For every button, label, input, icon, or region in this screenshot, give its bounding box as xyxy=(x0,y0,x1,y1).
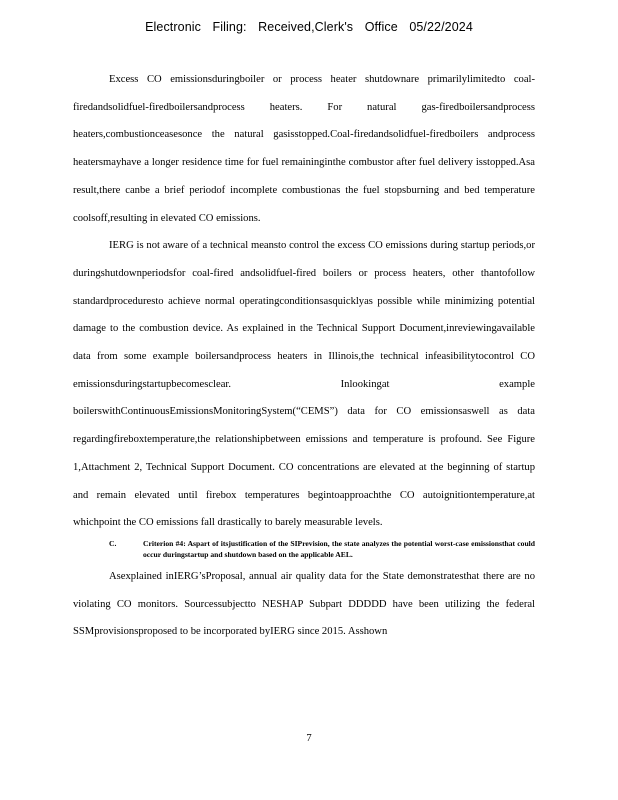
criterion-label: C. xyxy=(109,538,117,548)
criterion-4-item xyxy=(73,538,535,561)
document-body xyxy=(73,66,535,646)
paragraph-co-shutdown: Excess CO emissionsduringboiler or process heater shutdownare primarilylimitedto coal-firedandsolidfuel-firedboilersandprocess heaters. For natural gas-firedboilersandprocess heaters,combustionceasesonce the natural gasisstopped.Coal-firedandsolidfuel-firedboilers andprocess heatersmayhave a longer residence time for fuel remaininginthe combustor after fuel delivery isstopped.Asa result,there canbe a brief periodof incomplete combustionas the fuel stopsburning and bed temperature coolsoff,resulting in elevated CO emissions. xyxy=(73,74,535,224)
paragraph-ierg-control: IERG is not aware of a technical meansto control the excess CO emissions during startup periods,or duringshutdownperiodsfor coal-fired andsolidfuel-fired boilers or process heaters, other thantofollow standardproceduresto achieve normal operatingconditionsasquicklyas possible while minimizing potential damage to the combustion device. As explained in the Technical Support Document,inreviewingavailable data from some example boilersandprocess heaters in Illinois,the technical infeasibilitytocontrol CO emissionsduringstartupbecomesclear. Inlookingat example boilerswithContinuousEmissionsMonitoringSystem(“CEMS”) data for CO emissionsaswell as data regardingfireboxtemperature,the relationshipbetween emissions and temperature is profound. See Figure 1,Attachment 2, Technical Support Document. CO concentrations are elevated at the beginning of startup and remain elevated until firebox temperatures begintoapproachthe CO autoignitiontemperature,at whichpoint the CO emissions fall drastically to barely measurable levels. xyxy=(73,240,535,529)
criterion-text: Criterion #4: Aspart of itsjustification of the SIPrevision, the state analyzes the potential worst-case emissionsthat could occur duringstartup and shutdown based on the applicable AEL. xyxy=(143,538,535,560)
electronic-filing-header: Electronic Filing: Received,Clerk's Office 05/22/2024 xyxy=(145,20,473,34)
page-number: 7 xyxy=(306,733,312,744)
paragraph-air-quality: Asexplained inIERG’sProposal, annual air quality data for the State demonstratesthat there are no violating CO monitors. Sourcessubjectto NESHAP Subpart DDDDD have been utilizing the federal SSMprovisionsproposed to be incorporated byIERG since 2015. Asshown xyxy=(73,570,535,638)
